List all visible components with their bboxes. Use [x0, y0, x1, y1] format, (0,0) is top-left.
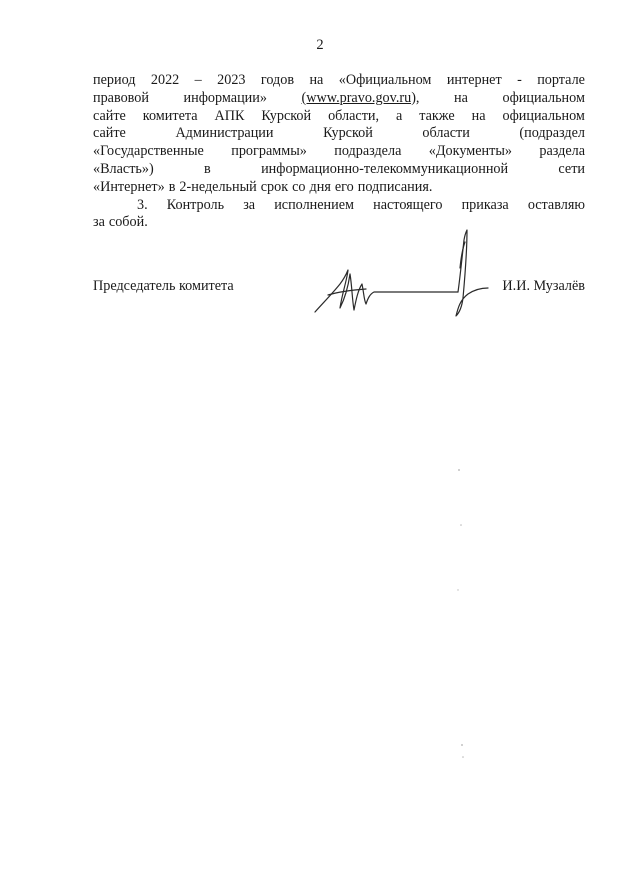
word: комитета	[142, 107, 198, 124]
word: в	[168, 178, 176, 195]
word: сайте	[93, 125, 126, 142]
word: подраздела	[334, 143, 402, 160]
word: в	[204, 160, 211, 177]
word: Контроль	[166, 196, 225, 213]
word: собой.	[108, 214, 148, 231]
word: настоящего	[373, 196, 443, 213]
paragraph-1	[93, 72, 585, 197]
word: его	[334, 178, 354, 195]
word: подписания.	[357, 178, 433, 195]
word: а	[395, 107, 403, 124]
word: (подраздел	[519, 125, 585, 142]
word: 3.	[137, 196, 148, 213]
signatory-name: И.И. Музалёв	[502, 278, 585, 294]
word: области,	[328, 107, 380, 124]
word: интернет	[446, 72, 502, 88]
word: исполнением	[274, 196, 355, 213]
word: со	[292, 178, 306, 195]
word: официальном	[502, 107, 585, 124]
body-text	[93, 72, 585, 232]
word: срок	[260, 178, 289, 195]
word: сети	[558, 160, 585, 177]
word: период	[93, 72, 136, 88]
word: портале	[537, 72, 585, 88]
word: дня	[309, 178, 331, 195]
word: «Государственные	[93, 143, 204, 160]
word: Администрации	[175, 125, 274, 142]
word: на	[454, 89, 468, 106]
word: за	[93, 214, 105, 231]
word: официальном	[502, 89, 585, 106]
signatory-title: Председатель комитета	[93, 278, 234, 294]
word: «Официальном	[338, 72, 432, 88]
word: годов	[260, 72, 295, 88]
word: АПК	[214, 107, 245, 124]
word: за	[243, 196, 256, 213]
word: оставляю	[527, 196, 585, 213]
word: Курской	[261, 107, 312, 124]
word: -	[517, 72, 522, 88]
word: 2-недельный	[179, 178, 257, 195]
paragraph-2	[93, 197, 585, 233]
word: Курской	[323, 125, 373, 142]
word: на	[471, 107, 486, 124]
word: информационно-телекоммуникационной	[261, 160, 509, 177]
text-line	[93, 161, 585, 179]
word: также	[419, 107, 455, 124]
word: раздела	[539, 143, 585, 160]
text-line	[93, 197, 585, 215]
text-line	[93, 72, 585, 90]
word: приказа	[461, 196, 509, 213]
word: программы»	[231, 143, 307, 160]
word: области	[422, 125, 470, 142]
page-number: 2	[316, 37, 324, 53]
text-line	[93, 125, 585, 143]
word: 2022	[150, 72, 180, 88]
word: «Интернет»	[93, 178, 165, 195]
word: на	[309, 72, 324, 88]
url-text: (www.pravo.gov.ru),	[301, 89, 420, 106]
text-line	[93, 108, 585, 126]
word: «Документы»	[428, 143, 512, 160]
text-line	[93, 90, 585, 108]
word: сайте	[93, 107, 126, 124]
text-line	[93, 143, 585, 161]
text-line	[93, 179, 585, 197]
handwritten-signature	[310, 228, 490, 323]
word: –	[194, 72, 202, 88]
word: «Власть»)	[93, 160, 154, 177]
word: правовой	[93, 89, 149, 106]
word: информации»	[183, 89, 267, 106]
word: 2023	[217, 72, 246, 88]
